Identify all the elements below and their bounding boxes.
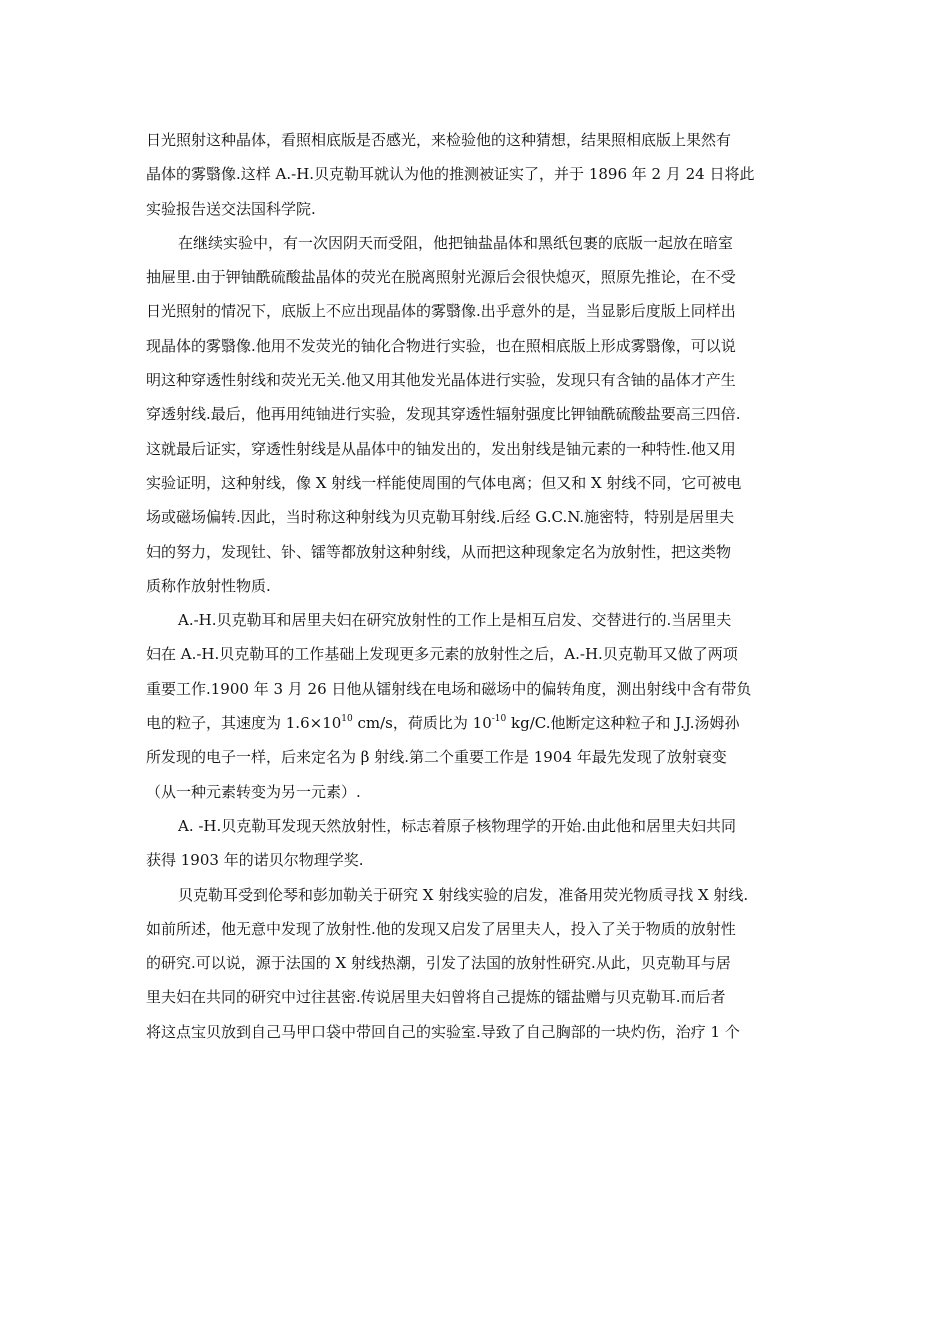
text-line: A.-H.贝克勒耳和居里夫妇在研究放射性的工作上是相互启发、交替进行的.当居里夫 xyxy=(178,611,732,630)
text-line: （从一种元素转变为另一元素）. xyxy=(146,782,361,801)
text-line: 重要工作.1900 年 3 月 26 日他从镭射线在电场和磁场中的偏转角度，测出射线中含有带负 xyxy=(146,679,752,698)
text-line: 在继续实验中，有一次因阴天而受阻，他把铀盐晶体和黑纸包裹的底版一起放在暗室 xyxy=(178,233,734,252)
text-line: 日光照射的情况下，底版上不应出现晶体的雾翳像.出乎意外的是，当显影后度版上同样出 xyxy=(146,302,736,321)
text-line: 实验证明，这种射线，像 X 射线一样能使周围的气体电离；但又和 X 射线不同，它可被电 xyxy=(146,473,742,492)
speed-exponent: 10 xyxy=(341,714,353,725)
text-line: 日光照射这种晶体，看照相底版是否感光，来检验他的这种猜想，结果照相底版上果然有 xyxy=(146,131,732,149)
text-line: 妇的努力，发现钍、钋、镭等都放射这种射线，从而把这种现象定名为放射性，把这类物 xyxy=(146,542,732,561)
text-line: 如前所述，他无意中发现了放射性.他的发现又启发了居里夫人，投入了关于物质的放射性 xyxy=(146,919,736,938)
text-line: 获得 1903 年的诺贝尔物理学奖. xyxy=(146,851,364,870)
text-line: 质称作放射性物质. xyxy=(146,576,271,595)
speed-text-post: kg/C.他断定这种粒子和 J.J.汤姆孙 xyxy=(506,714,740,733)
text-line-speed xyxy=(146,706,816,740)
text-line: 明这种穿透性射线和荧光无关.他又用其他发光晶体进行实验，发现只有含铀的晶体才产生 xyxy=(146,371,736,390)
text-line: 这就最后证实，穿透性射线是从晶体中的铀发出的，发出射线是铀元素的一种特性.他又用 xyxy=(146,439,736,458)
text-line: 场或磁场偏转.因此，当时称这种射线为贝克勒耳射线.后经 G.C.N.施密特，特别是居里夫 xyxy=(146,508,735,527)
document-body xyxy=(146,123,816,1049)
text-line: 实验报告送交法国科学院. xyxy=(146,199,316,218)
text-line: A. -H.贝克勒耳发现天然放射性，标志着原子核物理学的开始.由此他和居里夫妇共同 xyxy=(178,816,737,835)
text-line: 抽屉里.由于钾铀酰硫酸盐晶体的荧光在脱离照射光源后会很快熄灭，照原先推论，在不受 xyxy=(146,268,736,287)
text-line: 妇在 A.-H.贝克勒耳的工作基础上发现更多元素的放射性之后，A.-H.贝克勒耳又做了两项 xyxy=(146,645,738,664)
text-line: 将这点宝贝放到自己马甲口袋中带回自己的实验室.导致了自己胸部的一块灼伤，治疗 1 个 xyxy=(146,1022,740,1041)
text-line: 现晶体的雾翳像.他用不发荧光的铀化合物进行实验，也在照相底版上形成雾翳像，可以说 xyxy=(146,336,736,355)
text-line: 晶体的雾翳像.这样 A.-H.贝克勒耳就认为他的推测被证实了，并于 1896 年 2 月 24 日将此 xyxy=(146,165,755,184)
charge-exponent: -10 xyxy=(491,714,507,725)
text-line: 里夫妇在共同的研究中过往甚密.传说居里夫妇曾将自己提炼的镭盐赠与贝克勒耳.而后者 xyxy=(146,988,726,1007)
text-line: 所发现的电子一样，后来定名为 β 射线.第二个重要工作是 1904 年最先发现了放射衰变 xyxy=(146,748,727,767)
text-line: 贝克勒耳受到伦琴和彭加勒关于研究 X 射线实验的启发，准备用荧光物质寻找 X 射线. xyxy=(178,885,749,904)
speed-text-mid: cm/s，荷质比为 10 xyxy=(352,714,492,733)
speed-text-pre: 电的粒子，其速度为 1.6×10 xyxy=(146,714,342,733)
text-line: 的研究.可以说，源于法国的 X 射线热潮，引发了法国的放射性研究.从此，贝克勒耳与居 xyxy=(146,954,731,973)
text-line: 穿透射线.最后，他再用纯铀进行实验，发现其穿透性辐射强度比钾铀酰硫酸盐要高三四倍. xyxy=(146,405,741,424)
